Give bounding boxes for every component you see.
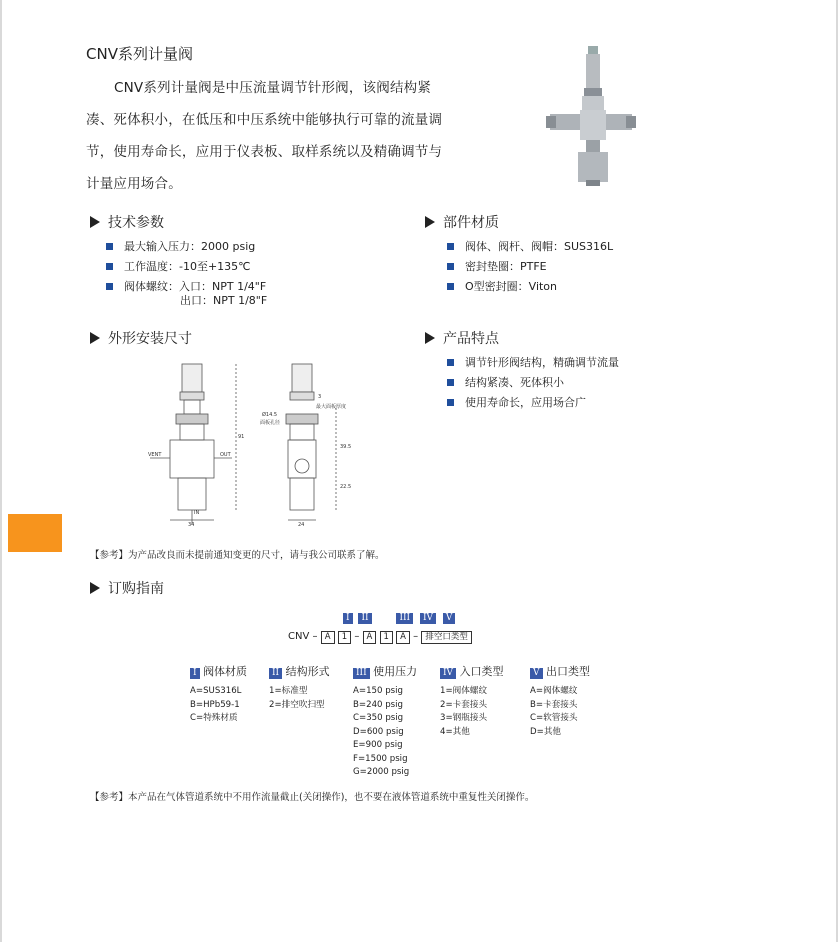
list-item: B=HPb59-1 (190, 699, 240, 710)
page-border-left (0, 0, 2, 942)
list-item: D=600 psig (353, 726, 404, 737)
triangle-icon (90, 582, 100, 594)
bullet-icon (106, 263, 113, 270)
code-box-4: 1 (380, 631, 393, 644)
label-vent: VENT (148, 452, 162, 458)
features-heading (425, 328, 499, 348)
roman-5: V (443, 613, 456, 624)
intro-paragraph (86, 72, 444, 200)
order-col-3 (353, 663, 417, 780)
roman-icon: IV (440, 668, 456, 679)
roman-header-row (343, 613, 455, 624)
note-usage: 【参考】本产品在气体管道系统中不用作流量截止(关闭操作)，也不要在液体管道系统中重复性关闭操作。 (90, 792, 535, 803)
front-view (150, 364, 236, 524)
order-code-row (288, 631, 472, 644)
list-item: B=卡套接头 (530, 699, 578, 710)
tech-params-list (106, 240, 267, 310)
bullet-icon (447, 283, 454, 290)
list-item: 工作温度：-10至+135℃ (106, 260, 267, 280)
triangle-icon (90, 332, 100, 344)
dims-title: 外形安装尺寸 (108, 331, 192, 347)
triangle-icon (425, 216, 435, 228)
label-out: OUT (220, 452, 231, 458)
bullet-icon (447, 243, 454, 250)
list-item: 使用寿命长，应用场合广 (447, 396, 619, 416)
roman-icon: V (530, 668, 543, 679)
list-item: C=特殊材质 (190, 713, 238, 723)
product-photo (546, 44, 636, 188)
bullet-icon (106, 283, 113, 290)
list-item: A=150 psig (353, 686, 403, 696)
roman-3: III (396, 613, 413, 624)
label-3: 3 (318, 394, 322, 400)
label-225: 22.5 (340, 484, 352, 490)
material-heading (425, 212, 499, 232)
label-34: 34 (188, 522, 195, 528)
roman-icon: I (190, 668, 200, 679)
dims-heading (90, 328, 192, 348)
list-item: 密封垫圈：PTFE (447, 260, 613, 280)
list-item: 结构紧凑、死体积小 (447, 376, 619, 396)
list-item-sub: 出口：NPT 1/8"F (180, 294, 268, 307)
list-item: D=其他 (530, 726, 562, 737)
label-in: IN (194, 510, 200, 516)
col-head: 结构形式 (285, 665, 330, 678)
order-col-4 (440, 663, 504, 739)
roman-1: I (343, 613, 353, 624)
features-title: 产品特点 (443, 331, 499, 347)
triangle-icon (425, 332, 435, 344)
list-item: 阀体、阀杆、阀帽：SUS316L (447, 240, 613, 260)
triangle-icon (90, 216, 100, 228)
bullet-icon (447, 359, 454, 366)
list-item: O型密封圈：Viton (447, 280, 613, 300)
order-title: 订购指南 (108, 581, 164, 597)
code-dash: – (413, 631, 419, 642)
list-item: B=240 psig (353, 699, 404, 710)
label-395: 39.5 (340, 444, 352, 450)
list-item: 最大输入压力：2000 psig (106, 240, 267, 260)
material-title: 部件材质 (443, 215, 499, 231)
tech-params-title: 技术参数 (108, 215, 164, 231)
code-box-1: A (321, 631, 335, 644)
list-item: A=阀体螺纹 (530, 686, 578, 696)
list-item: 调节针形阀结构，精确调节流量 (447, 356, 619, 376)
list-item: G=2000 psig (353, 767, 410, 777)
order-col-1 (190, 663, 247, 726)
list-item: 1=阀体螺纹 (440, 686, 488, 696)
col-head: 入口类型 (459, 665, 504, 678)
list-item: A=SUS316L (190, 686, 242, 696)
material-list (447, 240, 613, 300)
label-91: 91 (238, 434, 245, 440)
list-item: 3=钢瓶接头 (440, 713, 488, 723)
features-list (447, 356, 619, 416)
list-item: 2=排空吹扫型 (269, 699, 325, 710)
col-head: 阀体材质 (203, 665, 248, 678)
note-dimensions: 【参考】为产品改良而未提前通知变更的尺寸，请与我公司联系了解。 (90, 550, 385, 561)
code-box-3: A (363, 631, 377, 644)
code-dash: – (354, 631, 360, 642)
code-box-2: 1 (338, 631, 351, 644)
page-title: CNV系列计量阀 (86, 45, 193, 63)
order-heading (90, 578, 164, 598)
intro-text: CNV系列计量阀是中压流量调节针形阀，该阀结构紧凑、死体积小，在低压和中压系统中能够执行可靠的流量调节，使用寿命长，应用于仪表板、取样系统以及精确调节与计量应用场合。 (86, 80, 443, 192)
bullet-icon (447, 379, 454, 386)
col-head: 出口类型 (546, 665, 590, 678)
code-prefix: CNV (288, 631, 310, 642)
order-col-5 (530, 663, 590, 739)
code-box-5: A (396, 631, 410, 644)
side-tab (8, 514, 62, 552)
label-max-panel: 最大面板厚度 (316, 404, 347, 410)
label-24: 24 (298, 522, 305, 528)
list-item: C=350 psig (353, 713, 404, 723)
list-item: E=900 psig (353, 740, 403, 750)
roman-icon: III (353, 668, 370, 679)
list-item: 2=卡套接头 (440, 699, 488, 710)
bullet-icon (447, 263, 454, 270)
roman-icon: II (269, 668, 282, 679)
bullet-icon (447, 399, 454, 406)
bullet-icon (106, 243, 113, 250)
code-dash: – (312, 631, 318, 642)
label-panel-hole: 面板孔径 (260, 420, 281, 426)
side-view (286, 364, 336, 520)
list-item: F=1500 psig (353, 753, 408, 764)
roman-2: II (358, 613, 371, 624)
list-item: 1=标准型 (269, 686, 308, 696)
dimension-drawing (140, 358, 365, 530)
tech-params-heading (90, 212, 164, 232)
code-box-last: 排空口类型 (421, 631, 472, 644)
list-item: 阀体螺纹：入口：NPT 1/4"F (106, 280, 267, 300)
order-col-2 (269, 663, 330, 712)
list-item: 4=其他 (440, 726, 470, 737)
label-phi145: Ø14.5 (262, 412, 278, 418)
col-head: 使用压力 (373, 665, 418, 678)
roman-4: IV (420, 613, 436, 624)
list-item: C=软管接头 (530, 713, 578, 723)
